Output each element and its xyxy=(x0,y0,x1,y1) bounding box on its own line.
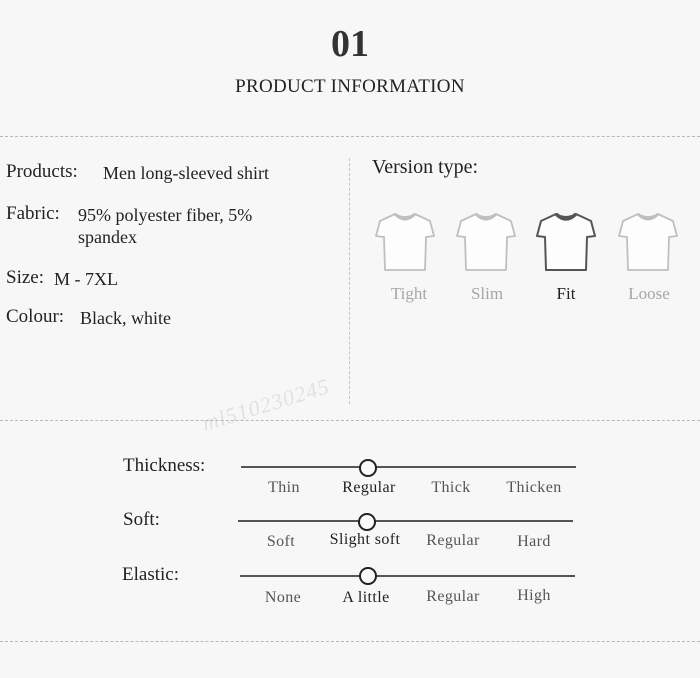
tshirt-icon xyxy=(616,210,680,274)
version-label-loose: Loose xyxy=(628,284,670,303)
spec-label-fabric: Fabric: xyxy=(6,203,60,224)
thickness-option: Regular xyxy=(342,479,396,496)
scale-label-thickness: Thickness: xyxy=(123,455,206,476)
section-number: 01 xyxy=(331,23,369,65)
thickness-option: Thin xyxy=(268,479,300,496)
version-option-fit[interactable] xyxy=(534,210,598,279)
soft-option: Soft xyxy=(266,533,296,550)
version-label-tight: Tight xyxy=(390,284,428,303)
spec-value-products: Men long-sleeved shirt xyxy=(103,163,269,183)
version-option-slim[interactable] xyxy=(454,210,518,279)
thickness-option: Thick xyxy=(431,479,471,496)
tshirt-icon xyxy=(534,210,598,274)
version-label-slim: Slim xyxy=(470,284,504,303)
spec-value-fabric: 95% polyester fiber, 5% spandex xyxy=(78,205,253,247)
elastic-option: High xyxy=(517,587,551,604)
tshirt-icon xyxy=(373,210,437,274)
divider-vertical xyxy=(349,158,350,404)
tshirt-icon xyxy=(454,210,518,274)
elastic-option: A little xyxy=(342,589,390,606)
version-option-loose[interactable] xyxy=(616,210,680,279)
version-option-tight[interactable] xyxy=(373,210,437,279)
scale-label-soft: Soft: xyxy=(123,509,160,530)
soft-option: Slight soft xyxy=(329,531,401,548)
elastic-knob[interactable] xyxy=(359,567,377,585)
elastic-track[interactable] xyxy=(240,575,575,577)
spec-label-products: Products: xyxy=(6,161,78,182)
version-type-title: Version type: xyxy=(372,156,479,178)
spec-label-size: Size: xyxy=(6,267,44,288)
thickness-knob[interactable] xyxy=(359,459,377,477)
section-title: PRODUCT INFORMATION xyxy=(235,76,465,97)
divider-bottom xyxy=(0,641,700,642)
watermark: ml510230245 xyxy=(199,373,333,436)
scale-label-elastic: Elastic: xyxy=(122,564,179,585)
divider-top xyxy=(0,136,700,137)
thickness-track[interactable] xyxy=(241,466,576,468)
elastic-option: None xyxy=(264,589,302,606)
soft-option: Regular xyxy=(426,532,480,549)
spec-value-colour: Black, white xyxy=(80,308,171,328)
soft-option: Hard xyxy=(517,533,551,550)
soft-track[interactable] xyxy=(238,520,573,522)
thickness-option: Thicken xyxy=(506,479,562,496)
spec-label-colour: Colour: xyxy=(6,306,65,327)
elastic-option: Regular xyxy=(426,588,480,605)
soft-knob[interactable] xyxy=(358,513,376,531)
spec-value-size: M - 7XL xyxy=(54,269,118,289)
divider-middle xyxy=(0,420,700,421)
version-label-fit: Fit xyxy=(556,284,576,303)
